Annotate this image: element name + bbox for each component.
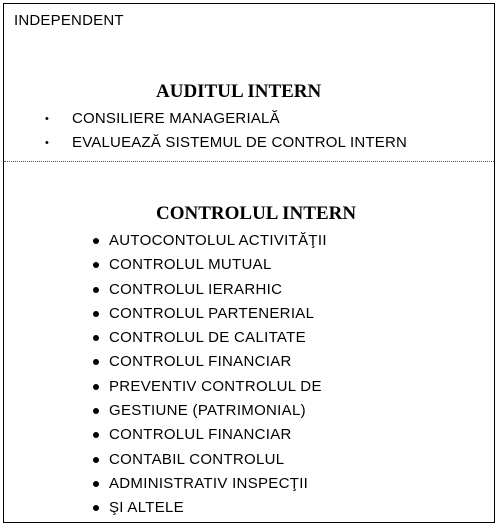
bullet-icon <box>93 505 99 511</box>
control-item <box>89 253 327 277</box>
control-title: CONTROLUL INTERN <box>156 203 357 224</box>
bullet-icon <box>93 481 99 487</box>
control-item-label: ADMINISTRATIV INSPECŢII <box>109 474 309 492</box>
bullet-icon: • <box>45 113 50 125</box>
bullet-icon <box>93 359 99 365</box>
bullet-icon <box>93 335 99 341</box>
control-item <box>89 472 327 496</box>
control-item-label: CONTROLUL FINANCIAR <box>109 353 292 371</box>
control-item-label: CONTROLUL DE CALITATE <box>109 329 306 347</box>
audit-item <box>45 131 407 155</box>
bullet-icon <box>93 238 99 244</box>
audit-item-label: CONSILIERE MANAGERIALĂ <box>72 110 280 127</box>
section-divider <box>4 161 494 162</box>
control-item <box>89 399 327 423</box>
audit-title: AUDITUL INTERN <box>156 81 322 102</box>
diagram-frame <box>3 3 495 523</box>
control-item <box>89 302 327 326</box>
control-item-label: PREVENTIV CONTROLUL DE <box>109 377 322 395</box>
control-item-label: CONTROLUL IERARHIC <box>109 280 283 298</box>
control-item <box>89 326 327 350</box>
bullet-icon <box>93 311 99 317</box>
audit-item-label: EVALUEAZĂ SISTEMUL DE CONTROL INTERN <box>72 134 408 151</box>
control-item <box>89 350 327 374</box>
control-item-label: AUTOCONTOLUL ACTIVITĂŢII <box>109 232 327 249</box>
control-item-label: CONTROLUL PARTENERIAL <box>109 304 315 322</box>
control-item <box>89 229 327 253</box>
audit-list <box>45 107 407 155</box>
bullet-icon <box>93 408 99 414</box>
control-item <box>89 278 327 302</box>
control-item <box>89 375 327 399</box>
control-item-label: GESTIUNE (PATRIMONIAL) <box>109 402 306 420</box>
bullet-icon <box>93 457 99 463</box>
corner-label: INDEPENDENT <box>14 12 124 29</box>
control-item-label: CONTROLUL FINANCIAR <box>109 426 292 444</box>
control-list <box>89 229 327 521</box>
control-item <box>89 423 327 447</box>
control-item-label: ŞI ALTELE <box>109 499 184 517</box>
bullet-icon <box>93 262 99 268</box>
audit-item <box>45 107 407 131</box>
control-item-label: CONTABIL CONTROLUL <box>109 450 285 468</box>
control-item <box>89 448 327 472</box>
bullet-icon <box>93 384 99 390</box>
bullet-icon <box>93 432 99 438</box>
bullet-icon: • <box>45 137 50 149</box>
bullet-icon <box>93 287 99 293</box>
control-item <box>89 496 327 520</box>
control-item-label: CONTROLUL MUTUAL <box>109 256 272 274</box>
